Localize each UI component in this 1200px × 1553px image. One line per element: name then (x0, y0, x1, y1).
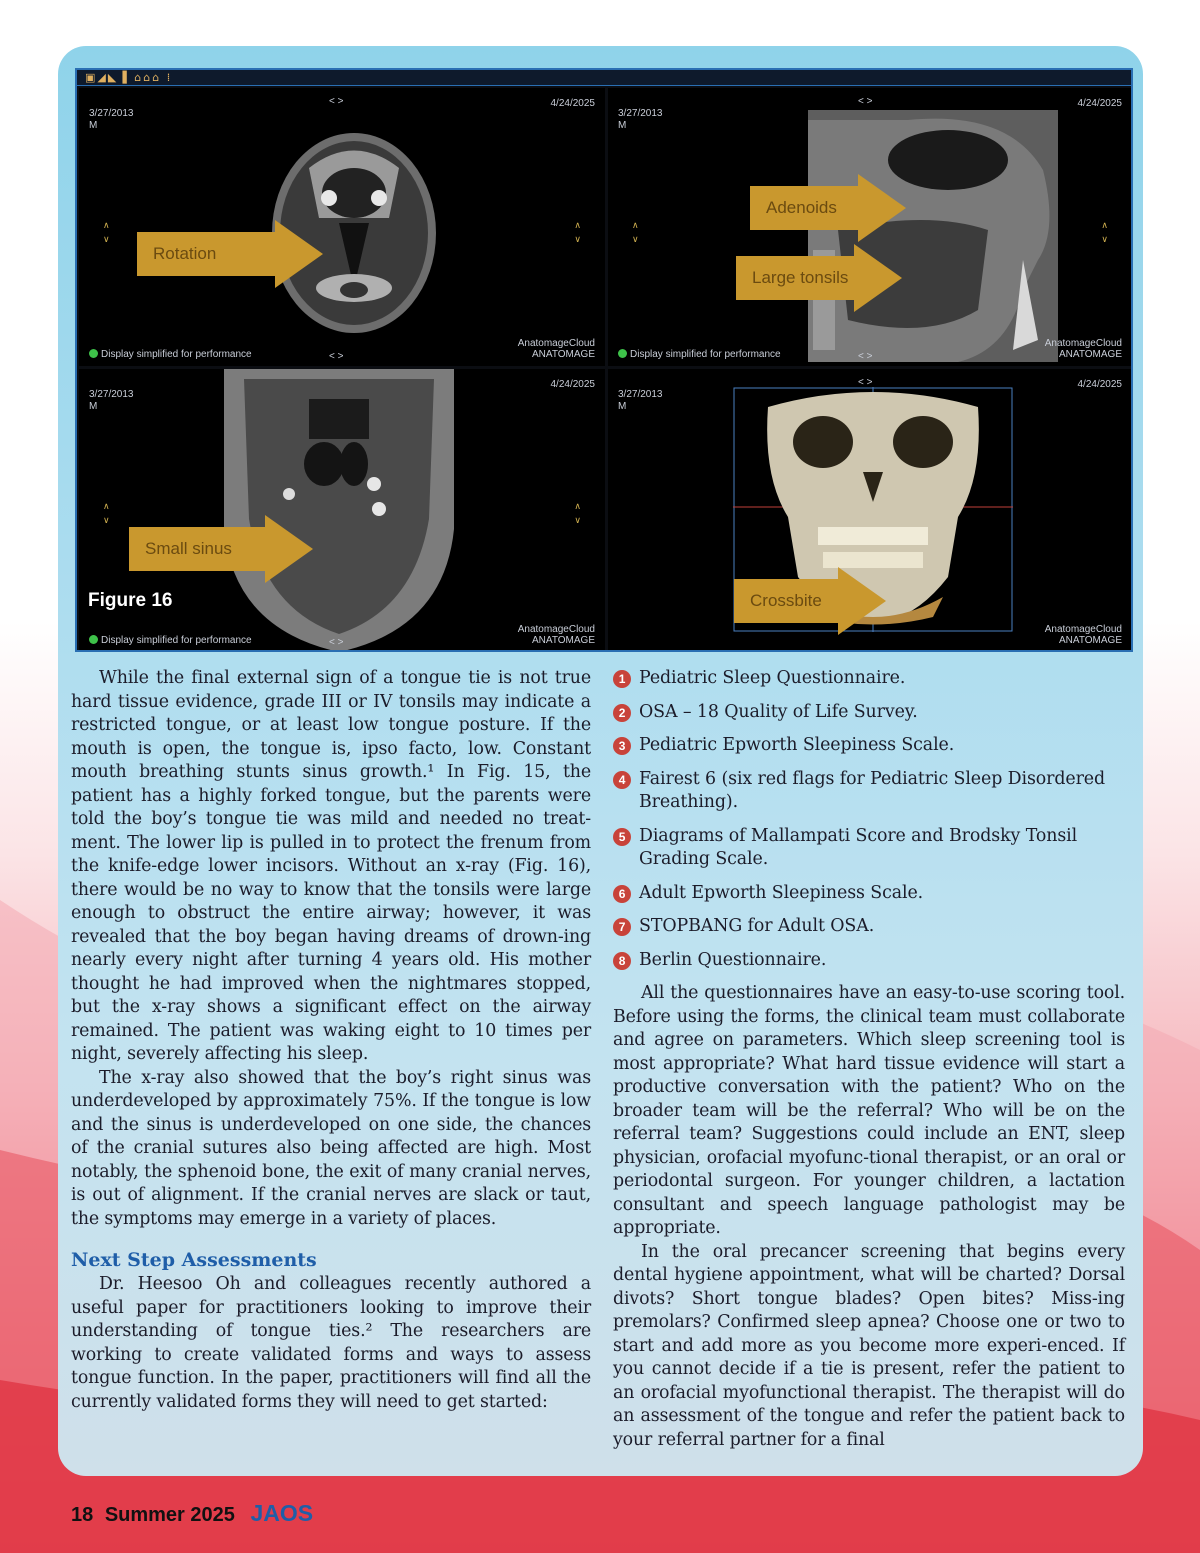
patient-info (89, 108, 134, 132)
note-text: Display simplified for performance (101, 635, 252, 646)
scan-panel-axial (79, 88, 605, 366)
scan-panel-3d (608, 369, 1132, 652)
brand-line-1: AnatomageCloud (1044, 624, 1122, 635)
nav-arrows-bottom[interactable]: < > (329, 637, 344, 648)
page-footer (71, 1500, 313, 1527)
performance-note (618, 349, 781, 360)
performance-note (89, 635, 252, 646)
list-item-text: Pediatric Epworth Sleepiness Scale. (639, 735, 955, 755)
brand-label (518, 338, 595, 360)
list-item (586, 915, 1125, 939)
callout-adenoids: Adenoids (750, 186, 858, 230)
note-text: Display simplified for performance (630, 349, 781, 360)
status-dot-icon (89, 635, 98, 644)
list-item (586, 667, 1125, 691)
questionnaire-list (586, 667, 1125, 972)
patient-info (618, 389, 663, 413)
list-item (586, 882, 1125, 906)
left-column (71, 667, 591, 1414)
number-badge-icon: 6 (613, 885, 631, 903)
nav-arrows-bottom[interactable]: < > (329, 351, 344, 362)
orientation-marker-left: ∧ ∨ (632, 220, 639, 244)
brand-line-1: AnatomageCloud (517, 338, 595, 349)
patient-sex: M (618, 120, 627, 131)
brand-line-1: AnatomageCloud (517, 624, 595, 635)
patient-sex: M (89, 401, 98, 412)
status-dot-icon (618, 349, 627, 358)
number-badge-icon: 7 (613, 918, 631, 936)
number-badge-icon: 1 (613, 670, 631, 688)
status-dot-icon (89, 349, 98, 358)
patient-info (618, 108, 663, 132)
list-item-text: Berlin Questionnaire. (639, 949, 827, 970)
number-badge-icon: 8 (613, 952, 631, 970)
number-badge-icon: 3 (613, 737, 631, 755)
figure-16 (75, 68, 1133, 652)
right-column (613, 667, 1125, 1452)
list-item (586, 949, 1125, 973)
list-item-text: Adult Epworth Sleepiness Scale. (639, 882, 924, 903)
brand-label (1045, 624, 1122, 646)
nav-arrows-bottom[interactable]: < > (858, 351, 873, 362)
list-item (586, 701, 1125, 725)
journal-logo: JAOS (250, 1500, 314, 1526)
brand-line-2: ANATOMAGE (1059, 635, 1122, 646)
nav-arrows[interactable]: < > (858, 377, 873, 388)
birth-date: 3/27/2013 (89, 389, 134, 400)
orientation-marker-right: ∧ ∨ (1101, 220, 1108, 244)
body-paragraph: In the oral precancer screening that begins every dental hygiene appointment, what will be charted? Dorsal divots? Short tongue blades? Open bites? Miss-ing premolars? Confirmed sleep apnea? Choose one or two to start and add more as you become more experi-enced. If you cannot decide if a tie is present, refer the patient to an orofacial myofunctional therapist. The therapist will do an assessment of the tongue and refer the patient back to your referral partner for a final (613, 1241, 1125, 1450)
callout-arrow (275, 220, 323, 288)
scan-date: 4/24/2025 (550, 379, 595, 390)
scan-date: 4/24/2025 (550, 98, 595, 109)
callout-arrow (858, 174, 906, 242)
list-item-text: OSA – 18 Quality of Life Survey. (639, 701, 918, 722)
callout-rotation: Rotation (137, 232, 275, 276)
callout-large-tonsils: Large tonsils (736, 256, 854, 300)
birth-date: 3/27/2013 (89, 108, 134, 119)
patient-sex: M (89, 120, 98, 131)
callout-crossbite: Crossbite (734, 579, 838, 623)
viewer-toolbar[interactable]: ▣◢◣▐ ⌂⌂⌂ ⁞ (77, 70, 1131, 86)
patient-info (89, 389, 134, 413)
scan-panel-sagittal (608, 88, 1132, 366)
coronal-scan-image (224, 369, 454, 652)
birth-date: 3/27/2013 (618, 389, 663, 400)
callout-arrow (854, 244, 902, 312)
number-badge-icon: 5 (613, 828, 631, 846)
list-item (586, 825, 1125, 872)
list-item-text: Diagrams of Mallampati Score and Brodsky Tonsil Grading Scale. (639, 825, 1078, 869)
performance-note (89, 349, 252, 360)
orientation-marker-left: ∧ ∨ (103, 501, 110, 525)
list-item-text: Pediatric Sleep Questionnaire. (639, 668, 906, 688)
birth-date: 3/27/2013 (618, 108, 663, 119)
body-paragraph: All the questionnaires have an easy-to-use scoring tool. Before using the forms, the clinical team must collaborate and agree on parameters. Which sleep screening tool is most appropriate? What hard tissue evidence will start a productive conversation with the patient? Who on the broader team will be the referral? Who will be on the referral team? Suggestions could include an ENT, sleep physician, orofacial myofunc-tional therapist, or an oral or periodontal surgeon. For younger children, a lactation consultant and speech language pathologist may be appropriate. (613, 983, 1125, 1238)
brand-line-2: ANATOMAGE (1059, 349, 1122, 360)
sagittal-scan-image (808, 110, 1058, 362)
list-item-text: Fairest 6 (six red flags for Pediatric Sleep Disordered Breathing). (639, 768, 1106, 812)
section-heading: Next Step Assessments (71, 1249, 317, 1271)
callout-small-sinus: Small sinus (129, 527, 265, 571)
brand-line-2: ANATOMAGE (532, 635, 595, 646)
number-badge-icon: 4 (613, 771, 631, 789)
figure-caption: Figure 16 (88, 590, 173, 611)
orientation-marker-left: ∧ ∨ (103, 220, 110, 244)
scan-date: 4/24/2025 (1077, 98, 1122, 109)
issue-date: Summer 2025 (104, 1504, 235, 1526)
orientation-marker-right: ∧ ∨ (574, 501, 581, 525)
scan-date: 4/24/2025 (1077, 379, 1122, 390)
body-paragraph: While the final external sign of a tongue tie is not true hard tissue evidence, grade III or IV tonsils may indicate a restricted tongue, or at least low tongue posture. If the mouth is open, the tongue is, ipso facto, low. Constant mouth breathing stunts sinus growth.¹ In Fig. 15, the patient has a highly forked tongue, but the parents were told the boy’s tongue tie was mild and needed no treat-ment. The lower lip is pulled in to protect the frenum from the knife-edge lower incisors. Without an x-ray (Fig. 16), there would be no way to know that the tonsils were large enough to obstruct the entire airway; however, it was revealed that the boy began having dreams of drown-ing nearly every night after turning 4 years old. His mother thought he had improved when the nightmares stopped, but the x-ray shows a significant effect on the airway remained. The patient was waking eight to 10 times per night, severely affecting his sleep. (71, 668, 591, 1064)
page-number: 18 (71, 1504, 94, 1526)
body-paragraph: Dr. Heesoo Oh and colleagues recently authored a useful paper for practitioners looking to improve their understanding of tongue ties.² The researchers are working to create validated forms and ways to assess tongue function. In the paper, practitioners will find all the currently validated forms they will need to get started: (71, 1274, 591, 1412)
brand-line-2: ANATOMAGE (532, 349, 595, 360)
brand-label (1045, 338, 1122, 360)
list-item (586, 768, 1125, 815)
callout-arrow (838, 567, 886, 635)
nav-arrows[interactable]: < > (858, 96, 873, 107)
note-text: Display simplified for performance (101, 349, 252, 360)
callout-arrow (265, 515, 313, 583)
list-item-text: STOPBANG for Adult OSA. (639, 916, 875, 936)
brand-line-1: AnatomageCloud (1044, 338, 1122, 349)
patient-sex: M (618, 401, 627, 412)
nav-arrows[interactable]: < > (329, 96, 344, 107)
number-badge-icon: 2 (613, 704, 631, 722)
list-item (586, 734, 1125, 758)
brand-label (518, 624, 595, 646)
body-paragraph: The x-ray also showed that the boy’s right sinus was underdeveloped by approximately 75%. If the tongue is low and the sinus is underdeveloped on one side, the chances of the cranial sutures also being affected are high. Most notably, the sphenoid bone, the exit of many cranial nerves, is out of alignment. If the cranial nerves are slack or taut, the symptoms may emerge in a variety of places. (71, 1067, 591, 1229)
orientation-marker-right: ∧ ∨ (574, 220, 581, 244)
